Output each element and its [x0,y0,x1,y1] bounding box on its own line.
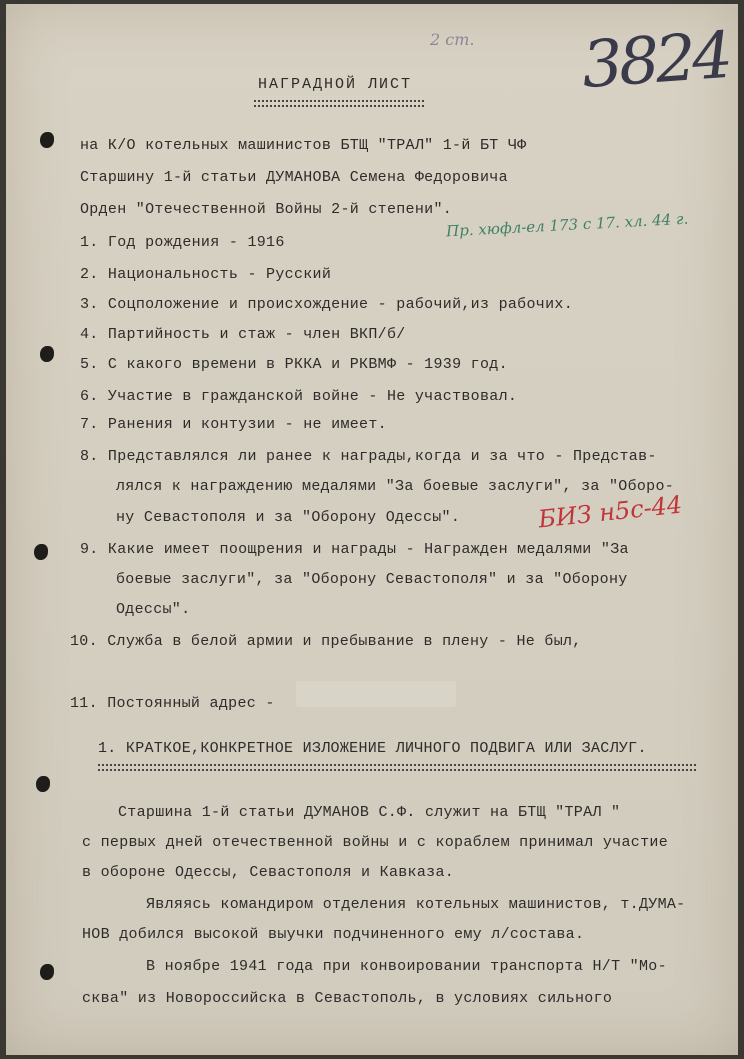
narrative-line-2: с первых дней отечественной войны и с кораблем принимал участие [82,834,668,851]
item-9-cont-2: Одессы". [116,601,191,618]
narrative-line-7: сква" из Новороссийска в Севастополь, в условиях сильного [82,990,613,1007]
item-11: 11. Постоянный адрес - [70,695,275,712]
item-1: 1. Год рождения - 1916 [80,234,285,251]
item-8-cont-1: лялся к награждению медалями "За боевые заслуги", за "Оборо- [116,478,675,495]
item-2: 2. Национальность - Русский [80,266,332,283]
binding-hole-2 [40,346,54,362]
document-title: НАГРАДНОЙ ЛИСТ [258,76,413,93]
item-6: 6. Участие в гражданской войне - Не участвовал. [80,388,518,405]
handwritten-order-note: Пр. хюфл-ел 173 с 17. хл. 44 г. [445,209,689,241]
binding-hole-5 [40,964,54,980]
award-sheet-page [6,4,738,1055]
section-underline [98,764,696,766]
section-underline-2 [98,769,696,771]
nominee-line: Старшину 1-й статьи ДУМАНОВА Семена Федоровича [80,169,508,186]
narrative-line-5: НОВ добился высокой выучки подчиненного ему л/состава. [82,926,585,943]
item-9-cont-1: боевые заслуги", за "Оборону Севастополя" и за "Оборону [116,571,628,588]
page-note-handwritten: 2 ст. [430,30,475,49]
narrative-line-6: В ноябре 1941 года при конвоировании транспорта Н/Т "Мо- [146,958,667,975]
section-heading: 1. КРАТКОЕ,КОНКРЕТНОЕ ИЗЛОЖЕНИЕ ЛИЧНОГО ПОДВИГА ИЛИ ЗАСЛУГ. [98,740,647,757]
title-underline-2 [254,105,424,107]
binding-hole-1 [40,132,54,148]
item-8: 8. Представлялся ли ранее к награды,когда и за что - Представ- [80,448,657,465]
binding-hole-4 [36,776,50,792]
narrative-line-4: Являясь командиром отделения котельных машинистов, т.ДУМА- [146,896,686,913]
title-underline [254,100,424,102]
binding-hole-3 [34,544,48,560]
item-9: 9. Какие имеет поощрения и награды - Награжден медалями "За [80,541,629,558]
item-5: 5. С какого времени в РККА и РКВМФ - 1939 год. [80,356,508,373]
narrative-line-1: Старшина 1-й статьи ДУМАНОВ С.Ф. служит на БТЩ "ТРАЛ " [118,804,621,821]
red-handwritten-note: БИЗ н5с-44 [536,490,684,534]
item-7: 7. Ранения и контузии - не имеет. [80,416,387,433]
archive-number-handwritten: 3824 [579,18,732,104]
item-10: 10. Служба в белой армии и пребывание в плену - Не был, [70,633,582,650]
unit-line: на К/О котельных машинистов БТЩ "ТРАЛ" 1-й БТ ЧФ [80,137,527,154]
item-8-cont-2: ну Севастополя и за "Оборону Одессы". [116,509,461,526]
item-4: 4. Партийность и стаж - член ВКП/б/ [80,326,406,343]
item-3: 3. Соцположение и происхождение - рабочий,из рабочих. [80,296,573,313]
order-line: Орден "Отечественной Войны 2-й степени". [80,201,453,218]
redacted-address [296,681,456,707]
narrative-line-3: в обороне Одессы, Севастополя и Кавказа. [82,864,455,881]
